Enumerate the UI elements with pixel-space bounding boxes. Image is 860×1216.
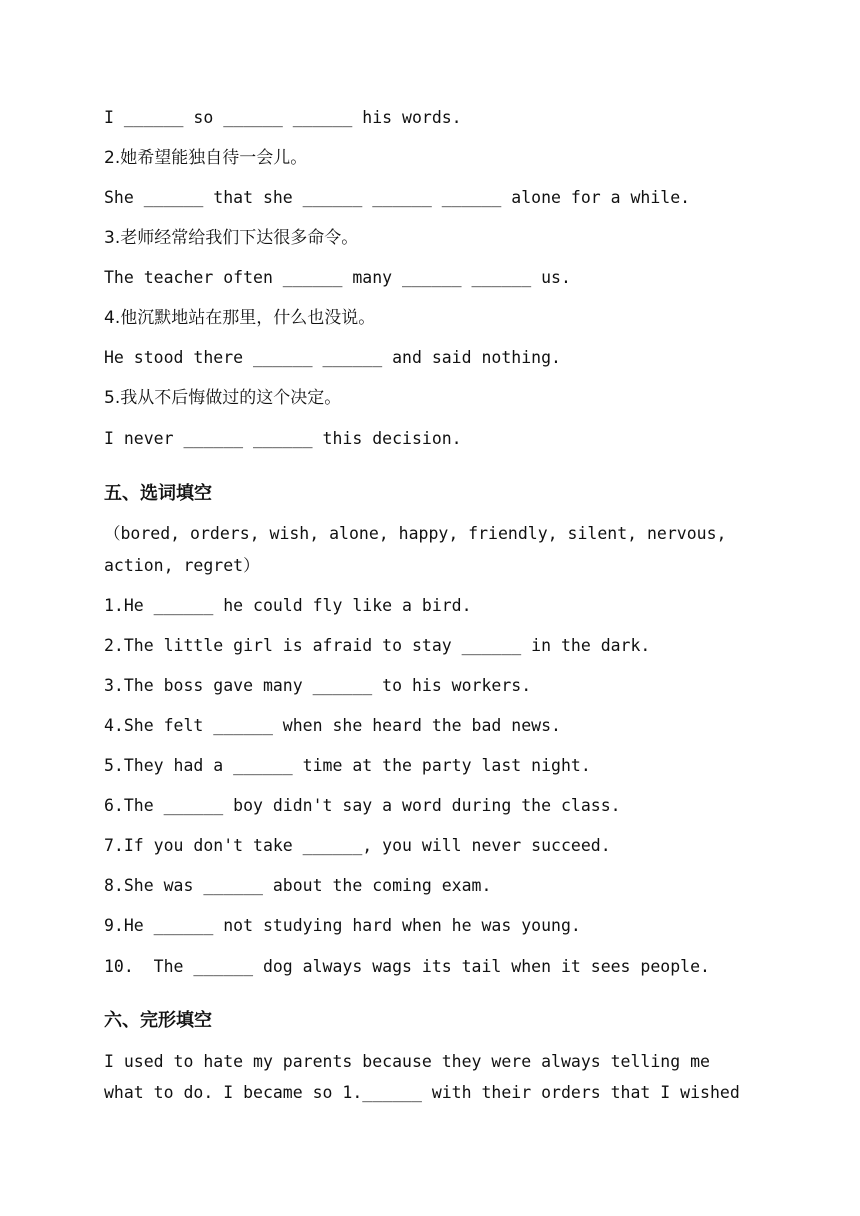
passage-line-1: I used to hate my parents because they were always telling me [104, 1052, 710, 1071]
question-item: 6.The ______ boy didn't say a word during the class. [104, 796, 621, 815]
question-item: 7.If you don't take ______, you will never succeed. [104, 836, 611, 855]
translation-prompt-4: 4.他沉默地站在那里，什么也没说。 [104, 308, 376, 328]
section-6-heading: 六、完形填空 [104, 1010, 212, 1031]
translation-prompt-5: 5.我从不后悔做过的这个决定。 [104, 388, 342, 408]
question-item: 10. The ______ dog always wags its tail when it sees people. [104, 957, 710, 976]
translation-answer-2: She ______ that she ______ ______ ______ alone for a while. [104, 188, 691, 207]
translation-answer-5: I never ______ ______ this decision. [104, 429, 462, 448]
translation-answer-3: The teacher often ______ many ______ ______ us. [104, 268, 571, 287]
word-bank-line-2: action, regret） [104, 556, 260, 575]
question-item: 3.The boss gave many ______ to his workers. [104, 676, 532, 695]
question-item: 5.They had a ______ time at the party last night. [104, 756, 591, 775]
question-item: 2.The little girl is afraid to stay ______ in the dark. [104, 636, 651, 655]
section-5-heading: 五、选词填空 [104, 483, 212, 504]
question-item: 1.He ______ he could fly like a bird. [104, 596, 472, 615]
translation-prompt-2: 2.她希望能独自待一会儿。 [104, 148, 308, 168]
question-item: 8.She was ______ about the coming exam. [104, 876, 492, 895]
question-item: 9.He ______ not studying hard when he was young. [104, 916, 581, 935]
word-bank-line-1: （bored, orders, wish, alone, happy, friendly, silent, nervous, [104, 524, 727, 543]
passage-line-2: what to do. I became so 1.______ with their orders that I wished [104, 1083, 740, 1102]
translation-prompt-3: 3.老师经常给我们下达很多命令。 [104, 228, 359, 248]
question-item: 4.She felt ______ when she heard the bad news. [104, 716, 561, 735]
translation-answer-4: He stood there ______ ______ and said nothing. [104, 348, 561, 367]
translation-answer-1: I ______ so ______ ______ his words. [104, 108, 462, 127]
